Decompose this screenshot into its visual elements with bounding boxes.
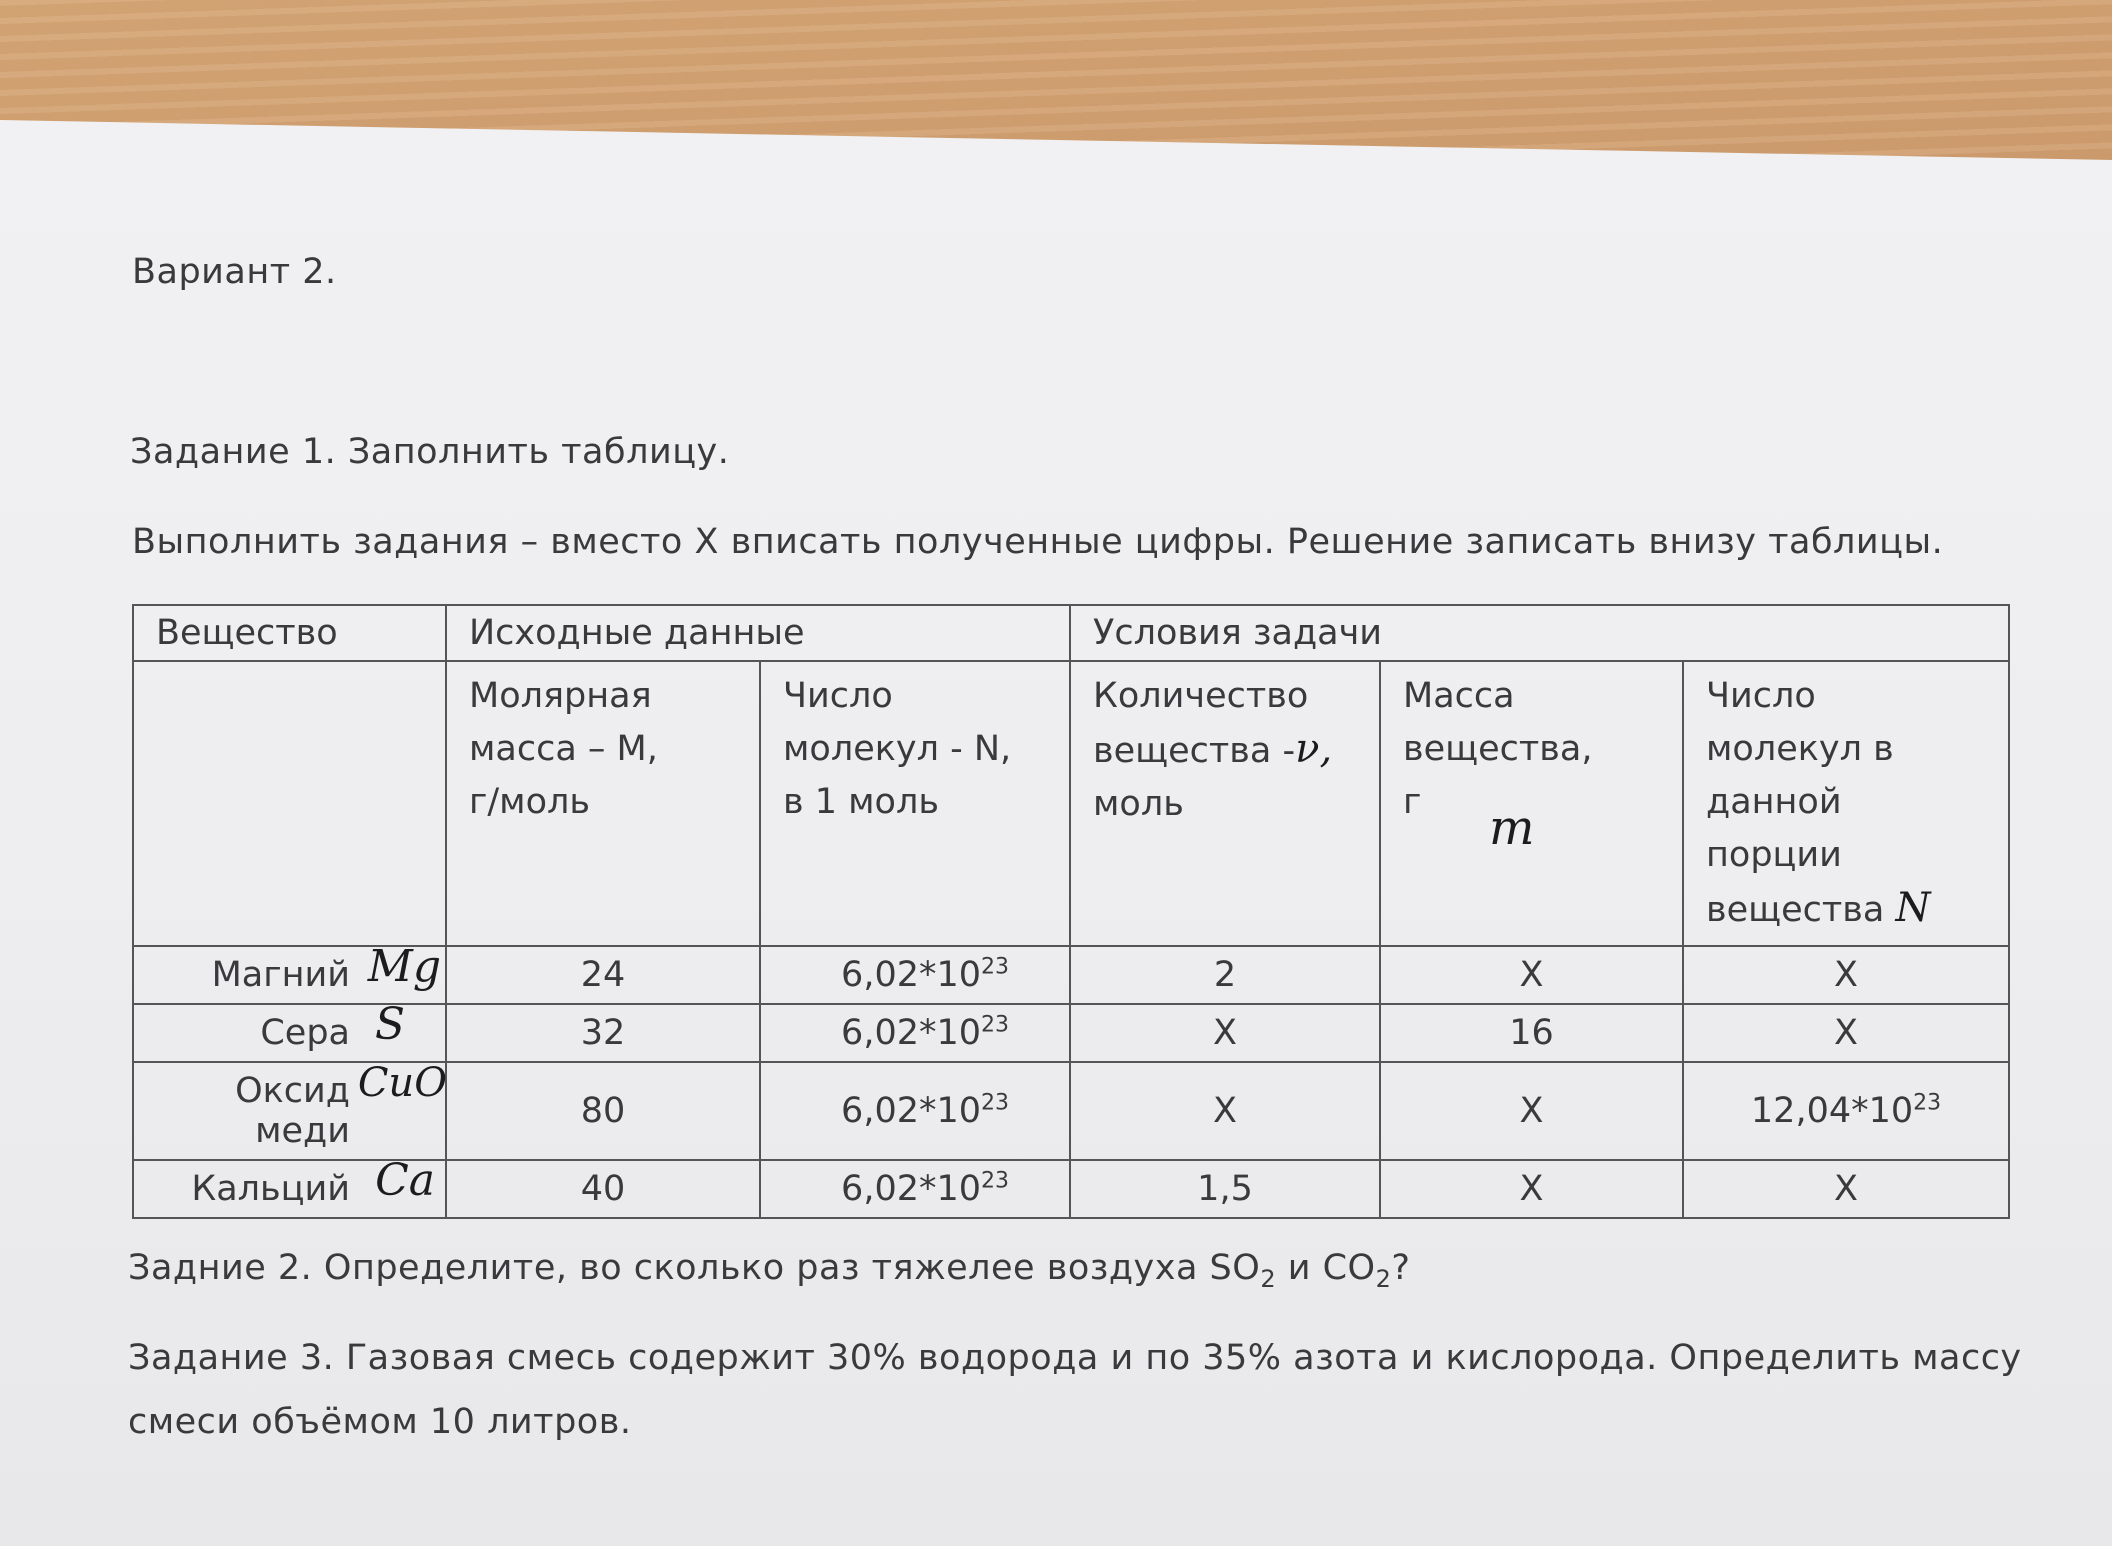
cell-avogadro: [760, 946, 1070, 1004]
task2-text-mid: и CO: [1276, 1248, 1376, 1288]
table-row: [133, 1160, 2009, 1218]
header-substance-empty: [133, 661, 446, 946]
header-line: [1706, 882, 1986, 937]
handwritten-m-symbol: m: [1489, 800, 1535, 856]
cell-avogadro-base: 6,02*10: [841, 955, 982, 995]
table-row: [133, 946, 2009, 1004]
cell-molecules-base: Х: [1834, 955, 1859, 995]
substance-name: Магний: [211, 955, 350, 995]
header-line: г: [1403, 782, 1422, 822]
handwritten-nu-symbol: ν,: [1295, 726, 1333, 772]
header-substance: Вещество: [133, 605, 446, 661]
task1-title: Задание 1. Заполнить таблицу.: [130, 432, 730, 472]
handwritten-formula: CuO: [357, 1060, 447, 1106]
row-substance-name: [133, 1155, 446, 1218]
cell-molar-mass: 32: [446, 1004, 760, 1062]
task3-text-line2: смеси объёмом 10 литров.: [128, 1402, 632, 1442]
table-row: [133, 1004, 2009, 1062]
handwritten-formula: S: [374, 999, 405, 1050]
variant-heading: Вариант 2.: [132, 252, 337, 292]
cell-amount: 2: [1070, 946, 1380, 1004]
cell-mass: Х: [1380, 1160, 1683, 1218]
cell-avogadro-exp: 23: [981, 1090, 1010, 1116]
cell-molecules: [1683, 1004, 2009, 1062]
cell-molar-mass: 80: [446, 1062, 760, 1160]
cell-avogadro-exp: 23: [981, 1012, 1010, 1038]
header-molecules-per-mole: [760, 661, 1070, 946]
header-line: масса – М,: [469, 729, 658, 769]
header-input-data: Исходные данные: [446, 605, 1070, 661]
task2-text: [128, 1248, 1411, 1293]
table-subheader-row: [133, 661, 2009, 946]
header-line: порции: [1706, 835, 1842, 875]
header-line: [1093, 723, 1357, 778]
header-line: Количество: [1093, 676, 1309, 716]
header-line: Число: [1706, 676, 1816, 716]
task2-subscript: 2: [1375, 1265, 1392, 1293]
cell-avogadro: [760, 1160, 1070, 1218]
cell-avogadro-base: 6,02*10: [841, 1169, 982, 1209]
row-substance-name: [133, 999, 446, 1062]
substance-table: [132, 604, 2010, 1219]
cell-mass: Х: [1380, 946, 1683, 1004]
header-line-text: вещества: [1706, 890, 1885, 930]
task1-instruction: Выполнить задания – вместо Х вписать полученные цифры. Решение записать внизу таблицы.: [132, 522, 1944, 562]
header-line: вещества,: [1403, 729, 1593, 769]
cell-avogadro: [760, 1004, 1070, 1062]
cell-mass: Х: [1380, 1062, 1683, 1160]
cell-avogadro-base: 6,02*10: [841, 1091, 982, 1131]
cell-avogadro-exp: 23: [981, 1168, 1010, 1194]
handwritten-formula: Mg: [367, 941, 441, 992]
cell-molecules-base: Х: [1834, 1169, 1859, 1209]
substance-name: Сера: [260, 1013, 350, 1053]
header-amount-of-substance: [1070, 661, 1380, 946]
table-header-row: [133, 605, 2009, 661]
handwritten-n-symbol: N: [1895, 885, 1931, 931]
cell-amount: Х: [1070, 1004, 1380, 1062]
handwritten-formula: Ca: [375, 1155, 435, 1206]
cell-molecules-base: 12,04*10: [1750, 1091, 1914, 1131]
row-substance-name: [133, 941, 446, 1004]
cell-amount: Х: [1070, 1062, 1380, 1160]
substance-name: Оксид меди: [235, 1071, 350, 1151]
cell-molecules: [1683, 1062, 2009, 1160]
row-substance-name: [133, 1062, 446, 1160]
header-line: Молярная: [469, 676, 652, 716]
task2-subscript: 2: [1260, 1265, 1277, 1293]
header-line: г/моль: [469, 782, 590, 822]
header-line-text: вещества -: [1093, 731, 1296, 771]
header-line: Масса: [1403, 676, 1515, 716]
header-task-conditions: Условия задачи: [1070, 605, 2009, 661]
header-line: данной: [1706, 782, 1842, 822]
task2-text-main: Задние 2. Определите, во сколько раз тяжелее воздуха SO: [128, 1248, 1261, 1288]
header-line: Число: [783, 676, 893, 716]
header-molecules-in-portion: [1683, 661, 2009, 946]
task2-text-end: ?: [1391, 1248, 1411, 1288]
cell-molecules: [1683, 1160, 2009, 1218]
substance-name: Кальций: [191, 1169, 350, 1209]
header-line: в 1 моль: [783, 782, 939, 822]
header-line: молекул - N,: [783, 729, 1012, 769]
cell-molecules: [1683, 946, 2009, 1004]
cell-avogadro: [760, 1062, 1070, 1160]
header-line: моль: [1093, 784, 1184, 824]
header-mass-of-substance: [1380, 661, 1683, 946]
cell-avogadro-exp: 23: [981, 954, 1010, 980]
header-molar-mass: [446, 661, 760, 946]
cell-molar-mass: 24: [446, 946, 760, 1004]
table-row: [133, 1062, 2009, 1160]
cell-molecules-exp: 23: [1913, 1090, 1942, 1116]
header-line: молекул в: [1706, 729, 1894, 769]
cell-amount: 1,5: [1070, 1160, 1380, 1218]
cell-avogadro-base: 6,02*10: [841, 1013, 982, 1053]
task3-text-line1: Задание 3. Газовая смесь содержит 30% водорода и по 35% азота и кислорода. Определить массу: [128, 1338, 2022, 1378]
cell-molar-mass: 40: [446, 1160, 760, 1218]
cell-molecules-base: Х: [1834, 1013, 1859, 1053]
cell-mass: 16: [1380, 1004, 1683, 1062]
